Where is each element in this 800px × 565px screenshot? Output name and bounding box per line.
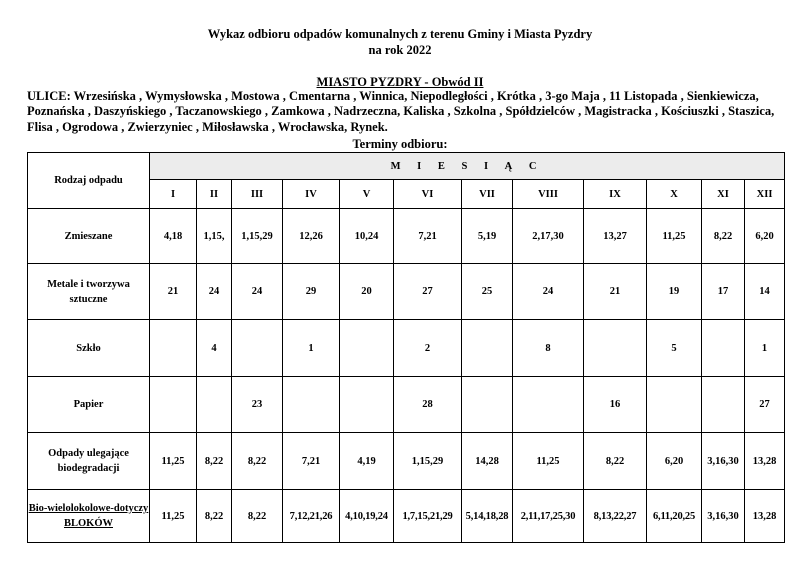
pickup-dates-cell: [702, 377, 745, 433]
table-row: [28, 490, 785, 543]
pickup-dates-cell: 24: [513, 264, 584, 320]
month-col-ii: II: [197, 180, 232, 209]
pickup-dates-cell: [462, 320, 513, 377]
pickup-dates-cell: 13,28: [745, 433, 785, 490]
pickup-dates-cell: 24: [197, 264, 232, 320]
pickup-dates-cell: 5,19: [462, 209, 513, 264]
month-col-xii: XII: [745, 180, 785, 209]
table-row: [28, 264, 785, 320]
pickup-dates-cell: 5: [647, 320, 702, 377]
waste-type-label: Odpady ulegające biodegradacji: [28, 433, 150, 490]
table-row: [28, 433, 785, 490]
pickup-dates-cell: 4,10,19,24: [340, 490, 394, 543]
pickup-dates-cell: 8,22: [197, 433, 232, 490]
month-col-viii: VIII: [513, 180, 584, 209]
pickup-dates-cell: 1,15,29: [394, 433, 462, 490]
pickup-dates-cell: 21: [584, 264, 647, 320]
pickup-dates-cell: 24: [232, 264, 283, 320]
pickup-dates-cell: 1: [283, 320, 340, 377]
pickup-dates-cell: [584, 320, 647, 377]
pickup-dates-cell: [702, 320, 745, 377]
month-col-iv: IV: [283, 180, 340, 209]
terms-label: Terminy odbioru:: [352, 137, 448, 151]
pickup-dates-cell: 4,19: [340, 433, 394, 490]
pickup-dates-cell: 8,22: [702, 209, 745, 264]
pickup-dates-cell: 23: [232, 377, 283, 433]
pickup-dates-cell: [462, 377, 513, 433]
pickup-dates-cell: 11,25: [647, 209, 702, 264]
waste-type-label: Papier: [28, 377, 150, 433]
pickup-dates-cell: 27: [745, 377, 785, 433]
month-col-ix: IX: [584, 180, 647, 209]
month-col-i: I: [150, 180, 197, 209]
month-col-xi: XI: [702, 180, 745, 209]
pickup-dates-cell: 7,21: [394, 209, 462, 264]
pickup-dates-cell: 2,11,17,25,30: [513, 490, 584, 543]
streets-list: ULICE: Wrzesińska , Wymysłowska , Mostowa , Cmentarna , Winnica, Niepodległości , Krótka , 3-go Maja , 11 Listopada , Sienkiewicza, Poznańska , Daszyńskiego , Taczanowskiego , Zamkowa , Nadrzeczna, Kaliska , Szkolna , Spółdzielców , Magistracka , Kościuszki , Staszica, Flisa , Ogrodowa , Zwierzyniec , Miłosławska , Wrocławska, Rynek.: [27, 89, 775, 134]
pickup-dates-cell: 6,11,20,25: [647, 490, 702, 543]
table-row: [28, 377, 785, 433]
pickup-dates-cell: 8: [513, 320, 584, 377]
pickup-dates-cell: 14: [745, 264, 785, 320]
pickup-dates-cell: 2,17,30: [513, 209, 584, 264]
pickup-dates-cell: 20: [340, 264, 394, 320]
waste-type-header: Rodzaj odpadu: [28, 153, 150, 209]
pickup-dates-cell: [197, 377, 232, 433]
pickup-dates-cell: 7,21: [283, 433, 340, 490]
pickup-dates-cell: [647, 377, 702, 433]
pickup-dates-cell: [283, 377, 340, 433]
pickup-dates-cell: 8,22: [584, 433, 647, 490]
pickup-dates-cell: 29: [283, 264, 340, 320]
pickup-dates-cell: 6,20: [647, 433, 702, 490]
pickup-dates-cell: 11,25: [513, 433, 584, 490]
table-row: [28, 320, 785, 377]
pickup-dates-cell: 12,26: [283, 209, 340, 264]
pickup-dates-cell: 2: [394, 320, 462, 377]
pickup-dates-cell: [340, 320, 394, 377]
pickup-dates-cell: 8,22: [197, 490, 232, 543]
pickup-dates-cell: 10,24: [340, 209, 394, 264]
pickup-dates-cell: 17: [702, 264, 745, 320]
pickup-dates-cell: 8,13,22,27: [584, 490, 647, 543]
month-col-v: V: [340, 180, 394, 209]
pickup-dates-cell: 6,20: [745, 209, 785, 264]
pickup-dates-cell: [232, 320, 283, 377]
waste-type-label: Metale i tworzywa sztuczne: [28, 264, 150, 320]
pickup-dates-cell: 27: [394, 264, 462, 320]
pickup-dates-cell: 4,18: [150, 209, 197, 264]
pickup-dates-cell: 13,27: [584, 209, 647, 264]
pickup-dates-cell: [340, 377, 394, 433]
document-year: na rok 2022: [368, 43, 432, 57]
pickup-dates-cell: 19: [647, 264, 702, 320]
pickup-dates-cell: 1,15,29: [232, 209, 283, 264]
waste-type-label: Zmieszane: [28, 209, 150, 264]
pickup-dates-cell: 5,14,18,28: [462, 490, 513, 543]
waste-type-label: Szkło: [28, 320, 150, 377]
month-col-iii: III: [232, 180, 283, 209]
pickup-dates-cell: [513, 377, 584, 433]
schedule-table: [27, 152, 785, 543]
pickup-dates-cell: 1,15,: [197, 209, 232, 264]
pickup-dates-cell: 28: [394, 377, 462, 433]
district-heading: MIASTO PYZDRY - Obwód II: [316, 75, 484, 89]
pickup-dates-cell: 13,28: [745, 490, 785, 543]
pickup-dates-cell: 14,28: [462, 433, 513, 490]
pickup-dates-cell: 11,25: [150, 490, 197, 543]
pickup-dates-cell: 3,16,30: [702, 433, 745, 490]
month-col-x: X: [647, 180, 702, 209]
month-col-vi: VI: [394, 180, 462, 209]
document-title: Wykaz odbioru odpadów komunalnych z terenu Gminy i Miasta Pyzdry: [207, 27, 593, 41]
month-header: M I E S I Ą C: [150, 153, 785, 180]
month-col-vii: VII: [462, 180, 513, 209]
pickup-dates-cell: 11,25: [150, 433, 197, 490]
pickup-dates-cell: 3,16,30: [702, 490, 745, 543]
pickup-dates-cell: 8,22: [232, 490, 283, 543]
pickup-dates-cell: [150, 320, 197, 377]
table-row: [28, 209, 785, 264]
pickup-dates-cell: 7,12,21,26: [283, 490, 340, 543]
pickup-dates-cell: 1: [745, 320, 785, 377]
pickup-dates-cell: 21: [150, 264, 197, 320]
pickup-dates-cell: 8,22: [232, 433, 283, 490]
pickup-dates-cell: 25: [462, 264, 513, 320]
waste-type-label: Bio-wielolokolowe-dotyczy BLOKÓW: [28, 490, 150, 543]
pickup-dates-cell: 16: [584, 377, 647, 433]
pickup-dates-cell: [150, 377, 197, 433]
pickup-dates-cell: 4: [197, 320, 232, 377]
pickup-dates-cell: 1,7,15,21,29: [394, 490, 462, 543]
